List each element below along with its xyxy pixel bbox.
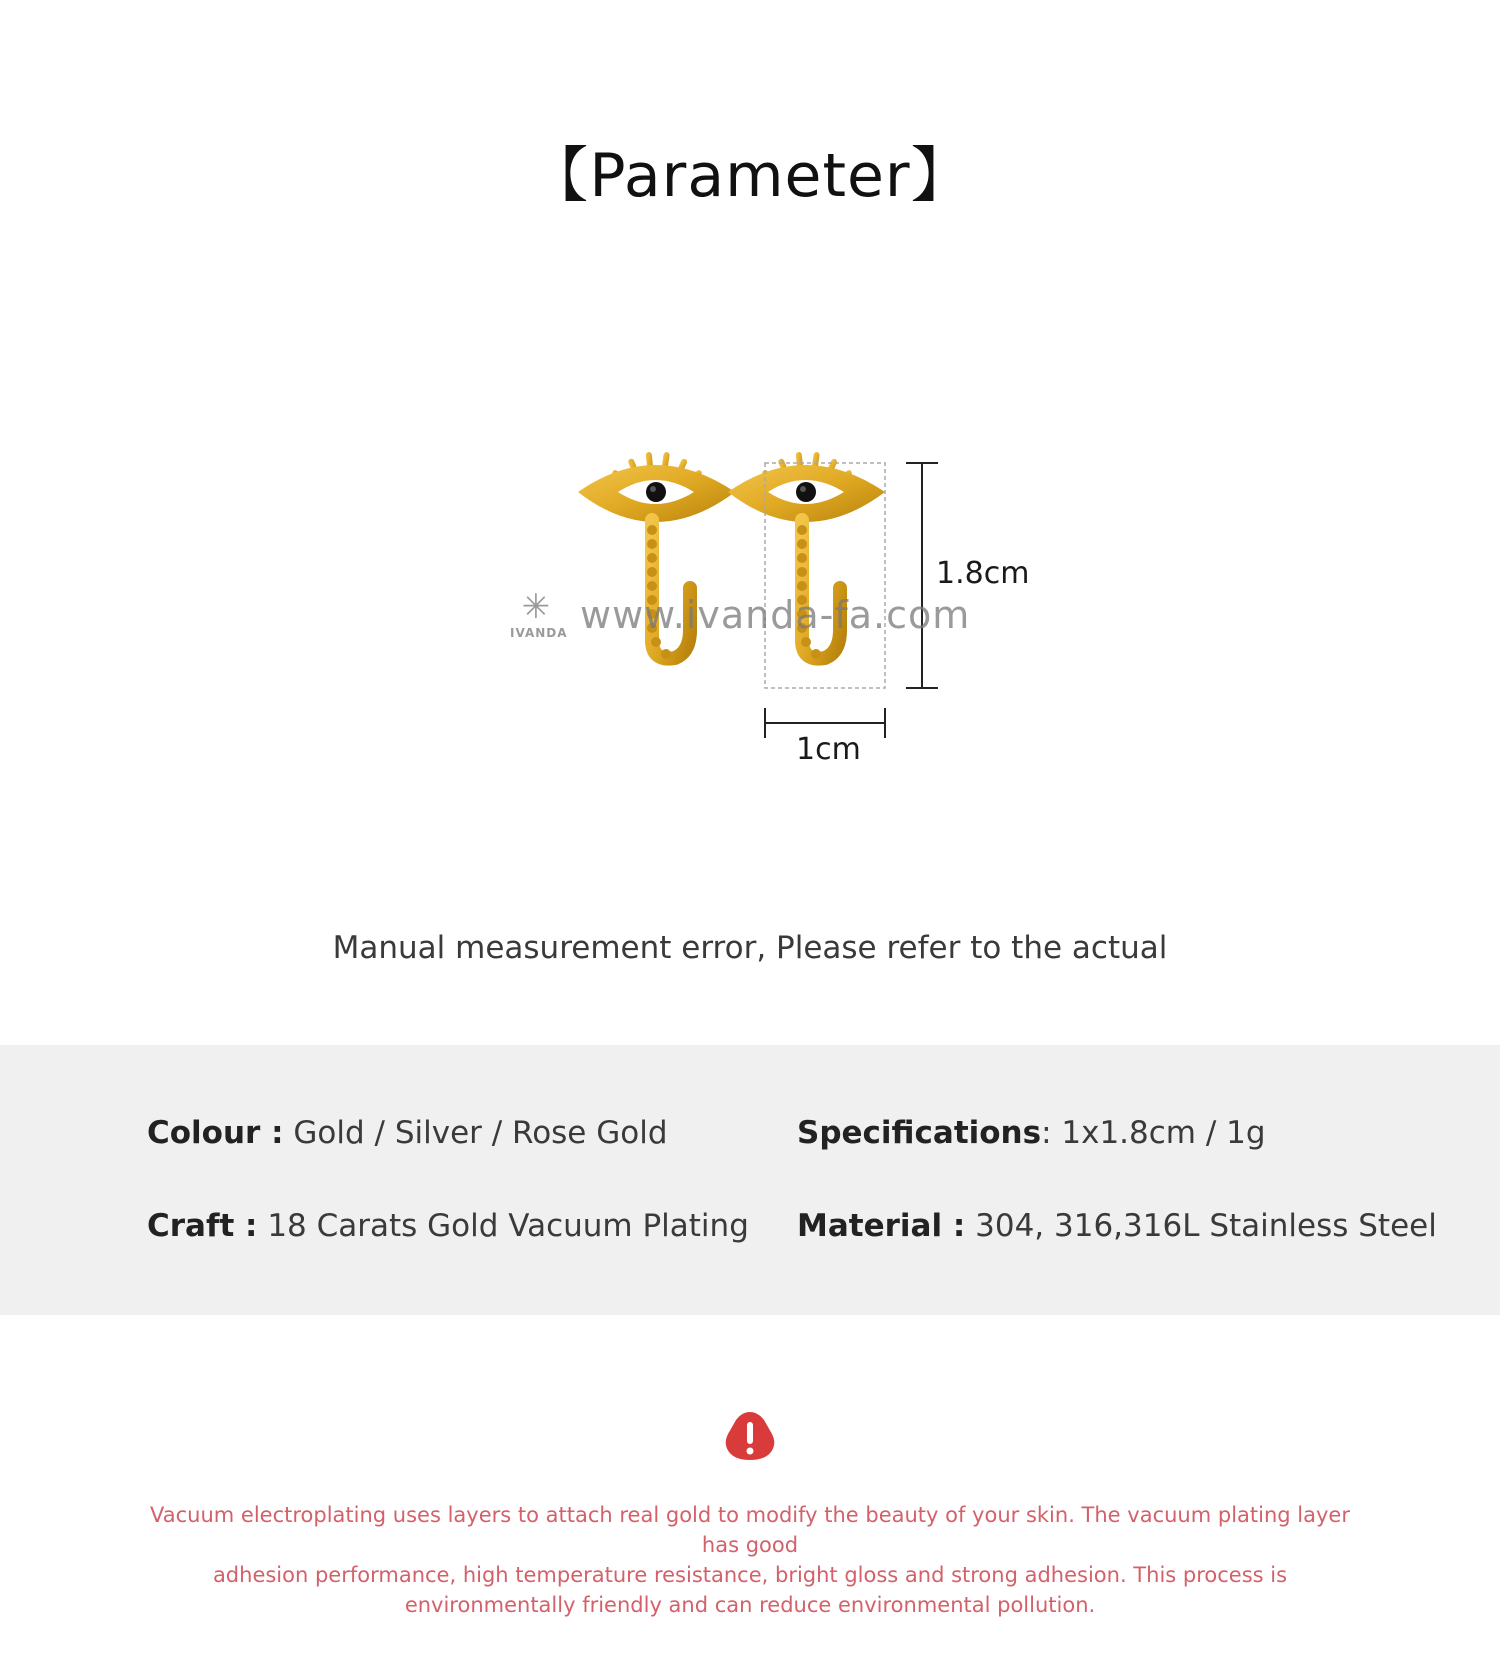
warning-line: adhesion performance, high temperature resistance, bright gloss and strong adhesion. This process is: [212, 1563, 1288, 1587]
spec-material-value: 304, 316,316L Stainless Steel: [975, 1208, 1437, 1244]
spec-material: [797, 1208, 1437, 1244]
spec-specifications-value: : 1x1.8cm / 1g: [1041, 1115, 1266, 1151]
height-label: 1.8cm: [936, 556, 1030, 591]
watermark: [510, 580, 970, 650]
watermark-url: www.ivanda-fa.com: [580, 593, 971, 637]
spec-craft-label: Craft :: [147, 1208, 258, 1244]
watermark-logo: [510, 587, 568, 640]
spec-colour-label: Colour :: [147, 1115, 284, 1151]
page-title: 【Parameter】: [528, 141, 972, 211]
spec-craft-value: 18 Carats Gold Vacuum Plating: [267, 1208, 749, 1244]
spec-panel: [0, 1045, 1500, 1315]
warning-line: environmentally friendly and can reduce environmental pollution.: [404, 1593, 1096, 1617]
warning-text: [140, 1500, 1360, 1620]
spec-colour: [147, 1115, 668, 1151]
warning-line: Vacuum electroplating uses layers to attach real gold to modify the beauty of your skin. The vacuum plating layer has good: [150, 1503, 1350, 1557]
spec-material-label: Material :: [797, 1208, 966, 1244]
spec-craft: [147, 1208, 749, 1244]
measurement-note: Manual measurement error, Please refer to the actual: [332, 930, 1168, 966]
spec-specifications: [797, 1115, 1266, 1151]
spec-specifications-label: Specifications: [797, 1115, 1042, 1151]
warning-icon: [725, 1410, 775, 1462]
spec-colour-value: Gold / Silver / Rose Gold: [293, 1115, 668, 1151]
sparkle-icon: ✳: [521, 587, 551, 627]
height-dimension-line: [906, 463, 938, 688]
watermark-brand: IVANDA: [510, 626, 568, 640]
width-label: 1cm: [796, 732, 861, 767]
